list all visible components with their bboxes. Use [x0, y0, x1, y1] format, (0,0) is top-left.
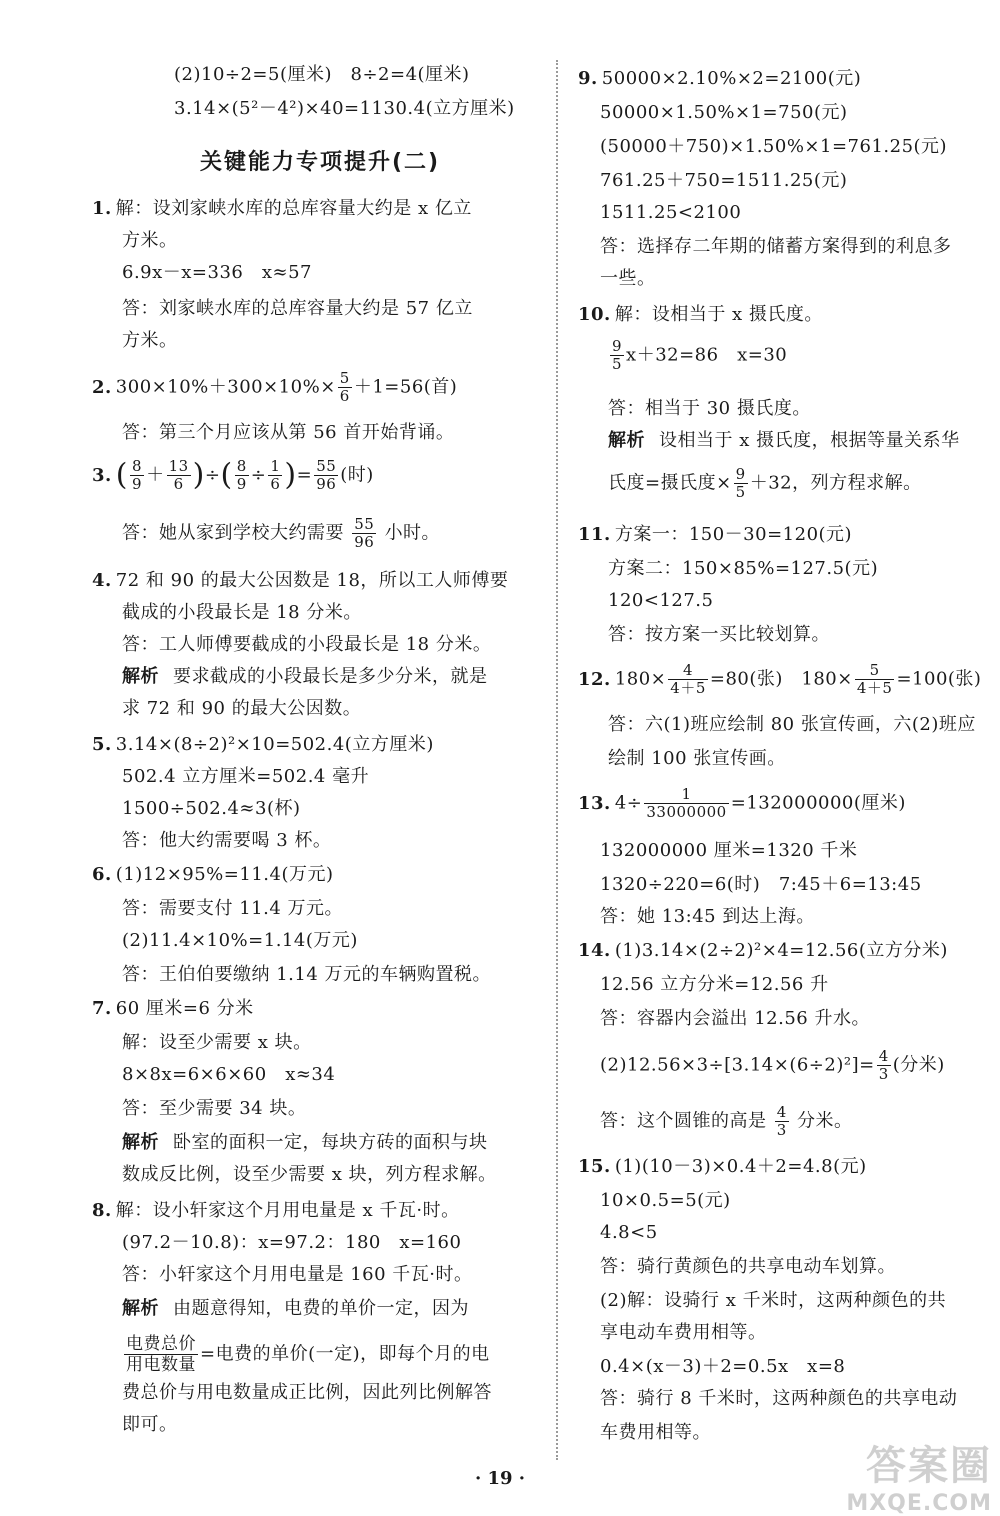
equation-text: x＋32=86 x=30: [626, 344, 788, 366]
question-number: 10.: [578, 304, 611, 325]
analysis-line: [608, 466, 922, 501]
answer-line: 享电动车费用相等。: [600, 1322, 767, 1343]
equation-line: 1500÷502.4≈3(杯): [122, 798, 301, 819]
fraction: [877, 1048, 891, 1083]
denominator: 3: [878, 1065, 889, 1083]
equation-line: 方案一：150－30=120(元): [614, 524, 853, 545]
page-number: · 19 ·: [474, 1468, 526, 1489]
answer-line: 答：工人师傅要截成的小段最长是 18 分米。: [122, 634, 492, 655]
analysis-line: 费总价与用电数量成正比例，因此列比例解答: [122, 1382, 492, 1403]
answer-line: 截成的小段最长是 18 分米。: [122, 602, 362, 623]
answer-text: 小时。: [384, 522, 441, 544]
answer-line: 答：容器内会溢出 12.56 升水。: [600, 1008, 870, 1029]
denominator: 5: [612, 355, 623, 373]
denominator: 6: [270, 475, 281, 493]
equation-line: 60 厘米=6 分米: [115, 998, 254, 1019]
question-14: [578, 938, 948, 964]
fraction: [235, 458, 249, 493]
answer-line: 解：设相当于 x 摄氏度。: [614, 304, 823, 325]
fraction: [124, 1334, 198, 1375]
equation-line: (1)(10－3)×0.4＋2=4.8(元): [614, 1156, 867, 1177]
analysis-label: 解析: [608, 430, 645, 451]
question-number: 9.: [578, 68, 598, 89]
equation-line: 10×0.5=5(元): [600, 1190, 731, 1211]
equation-part: ＋1=56(首): [353, 376, 458, 398]
equation-line: 50000×1.50%×1=750(元): [600, 102, 848, 123]
answer-line: 答：小轩家这个月用电量是 160 千瓦·时。: [122, 1264, 473, 1285]
answer-line: 3.14×(5²－4²)×40=1130.4(立方厘米): [174, 98, 515, 119]
question-number: 11.: [578, 524, 611, 545]
right-paren: ): [192, 457, 205, 493]
answer-line: 一些。: [600, 268, 656, 289]
numerator: 9: [612, 337, 623, 355]
equation-part: 180×: [614, 668, 667, 690]
answer-text: 答：这个圆锥的高是: [600, 1110, 767, 1132]
numerator: 8: [236, 457, 247, 475]
analysis-text: 氏度=摄氏度×: [608, 472, 732, 494]
equation-part: 4÷: [614, 792, 643, 814]
answer-line: 解：设至少需要 x 块。: [122, 1032, 312, 1053]
analysis-line: [122, 664, 488, 690]
analysis-line: [122, 1296, 469, 1322]
section-title: 关键能力专项提升(二): [200, 150, 441, 175]
question-number: 1.: [92, 198, 112, 219]
fraction: [775, 1104, 789, 1139]
analysis-line: [122, 1130, 488, 1156]
equation-line: 132000000 厘米=1320 千米: [600, 840, 858, 861]
analysis-label: 解析: [122, 1298, 159, 1319]
denominator: 9: [236, 475, 247, 493]
question-number: 13.: [578, 792, 611, 814]
equation-line: 1511.25<2100: [600, 202, 742, 223]
operator: ÷: [250, 464, 267, 486]
analysis-label: 解析: [122, 1132, 159, 1153]
question-number: 8.: [92, 1200, 112, 1221]
question-number: 14.: [578, 940, 611, 961]
fraction: [130, 458, 144, 493]
operator: ＋: [146, 464, 165, 486]
question-9: [578, 66, 861, 92]
answer-line: 答：选择存二年期的储蓄方案得到的利息多: [600, 236, 952, 257]
analysis-text: 要求截成的小段最长是多少分米，就是: [173, 666, 488, 687]
equation-line: 50000×2.10%×2=2100(元): [601, 68, 862, 89]
answer-line: 答：骑行 8 千米时，这两种颜色的共享电动: [600, 1388, 958, 1409]
fraction: [352, 516, 376, 551]
denominator: 4＋5: [670, 679, 706, 697]
equation-part: =132000000(厘米): [730, 792, 906, 814]
operator: =: [296, 464, 313, 486]
equation-line: [608, 338, 787, 373]
equation-line: (50000＋750)×1.50%×1=761.25(元): [600, 136, 948, 157]
answer-line: (2)解：设骑行 x 千米时，这两种颜色的共: [600, 1290, 947, 1311]
question-number: 7.: [92, 998, 112, 1019]
column-divider: [556, 60, 558, 1460]
fraction: [855, 662, 895, 697]
denominator: 96: [354, 533, 375, 551]
question-number: 15.: [578, 1156, 611, 1177]
answer-line: 答：王伯伯要缴纳 1.14 万元的车辆购置税。: [122, 964, 492, 985]
answer-line: 答：按方案一买比较划算。: [608, 624, 830, 645]
numerator: 电费总价: [126, 1334, 196, 1354]
question-5: [92, 732, 434, 758]
answer-line: 答：刘家峡水库的总库容量大约是 57 亿立: [122, 298, 473, 319]
denominator: 6: [173, 475, 184, 493]
denominator: 33000000: [646, 803, 727, 821]
fraction: [167, 458, 191, 493]
right-paren: ): [284, 457, 297, 493]
question-number: 2.: [92, 376, 112, 398]
equation-line: (1)3.14×(2÷2)²×4=12.56(立方分米): [614, 940, 948, 961]
left-paren: (: [115, 457, 129, 493]
analysis-line: [122, 1334, 490, 1375]
question-6: [92, 862, 334, 888]
question-3: [92, 458, 374, 493]
analysis-label: 解析: [122, 666, 159, 687]
answer-line: 答：她 13:45 到达上海。: [600, 906, 815, 927]
equation-line: (1)12×95%=11.4(万元): [115, 864, 334, 885]
unit: (时): [340, 464, 374, 486]
answer-line: 车费用相等。: [600, 1422, 711, 1443]
equation-line: [600, 1048, 945, 1083]
analysis-line: 即可。: [122, 1414, 178, 1435]
answer-line: 答：骑行黄颜色的共享电动车划算。: [600, 1256, 896, 1277]
right-column: [578, 0, 1000, 1460]
numerator: 13: [168, 457, 189, 475]
question-number: 12.: [578, 668, 611, 690]
analysis-line: 数成反比例，设至少需要 x 块，列方程求解。: [122, 1164, 497, 1185]
answer-line: [600, 1104, 853, 1139]
watermark-text: 答案圈: [866, 1443, 992, 1489]
equation-line: 502.4 立方厘米=502.4 毫升: [122, 766, 370, 787]
equation-line: 120<127.5: [608, 590, 714, 611]
question-11: [578, 522, 852, 548]
equation-line: (97.2－10.8)：x=97.2：180 x=160: [122, 1232, 462, 1253]
question-13: [578, 786, 906, 821]
equation-part: (分米): [892, 1054, 945, 1076]
equation-line: 4.8<5: [600, 1222, 658, 1243]
numerator: 8: [132, 457, 143, 475]
operator: ÷: [204, 464, 221, 486]
question-2: [92, 370, 457, 405]
left-paren: (: [220, 457, 233, 493]
denominator: 6: [339, 387, 350, 405]
answer-line: 答：第三个月应该从第 56 首开始背诵。: [122, 422, 455, 443]
denominator: 5: [735, 483, 746, 501]
watermark-url: MXQE.COM: [846, 1491, 992, 1516]
equation-line: (2)11.4×10%=1.14(万元): [122, 930, 358, 951]
answer-line: 答：至少需要 34 块。: [122, 1098, 307, 1119]
numerator: 4: [878, 1047, 889, 1065]
numerator: 55: [316, 457, 337, 475]
answer-line: 答：需要支付 11.4 万元。: [122, 898, 344, 919]
numerator: 5: [339, 369, 350, 387]
equation-line: 761.25＋750=1511.25(元): [600, 170, 848, 191]
numerator: 1: [644, 786, 728, 804]
answer-line: 答：相当于 30 摄氏度。: [608, 398, 811, 419]
question-8: [92, 1198, 460, 1224]
numerator: 55: [354, 515, 375, 533]
answer-text: 答：她从家到学校大约需要: [122, 522, 344, 544]
analysis-text: 由题意得知，电费的单价一定，因为: [173, 1298, 469, 1319]
equation-line: 1320÷220=6(时) 7:45＋6=13:45: [600, 874, 922, 895]
question-number: 4.: [92, 570, 112, 591]
equation-line: 3.14×(8÷2)²×10=502.4(立方厘米): [115, 734, 434, 755]
question-4: [92, 568, 508, 594]
fraction: [268, 458, 282, 493]
question-12: [578, 662, 981, 697]
question-number: 6.: [92, 864, 112, 885]
numerator: 1: [270, 457, 281, 475]
answer-line: 答：他大约需要喝 3 杯。: [122, 830, 332, 851]
equation-part: =80(张) 180×: [709, 668, 853, 690]
fraction: [314, 458, 338, 493]
analysis-text: ＋32，列方程求解。: [749, 472, 922, 494]
answer-line: 答：六(1)班应绘制 80 张宣传画，六(2)班应: [608, 714, 976, 735]
denominator: 用电数量: [126, 1355, 196, 1375]
watermark-logo: [842, 1434, 992, 1516]
numerator: 9: [735, 465, 746, 483]
analysis-line: 求 72 和 90 的最大公因数。: [122, 698, 362, 719]
question-10: [578, 302, 823, 328]
question-1: [92, 196, 472, 222]
answer-line: [122, 516, 440, 551]
equation-line: 8×8x=6×6×60 x≈34: [122, 1064, 336, 1085]
answer-line: 方米。: [122, 330, 178, 351]
answer-text: 分米。: [797, 1110, 853, 1132]
analysis-line: [608, 428, 960, 454]
question-15: [578, 1154, 867, 1180]
denominator: 9: [132, 475, 143, 493]
question-7: [92, 996, 254, 1022]
analysis-text: 卧室的面积一定，每块方砖的面积与块: [173, 1132, 488, 1153]
fraction: [644, 786, 728, 821]
fraction: [734, 466, 748, 501]
numerator: 4: [776, 1103, 787, 1121]
denominator: 96: [316, 475, 337, 493]
denominator: 3: [776, 1121, 787, 1139]
answer-line: 方米。: [122, 230, 178, 251]
equation-part: 300×10%＋300×10%×: [115, 376, 336, 398]
fraction: [338, 370, 352, 405]
equation-line: 12.56 立方分米=12.56 升: [600, 974, 829, 995]
equation-line: 0.4×(x－3)＋2=0.5x x=8: [600, 1356, 846, 1377]
answer-line: 绘制 100 张宣传画。: [608, 748, 786, 769]
answer-line: 72 和 90 的最大公因数是 18，所以工人师傅要: [115, 570, 509, 591]
analysis-text: =电费的单价(一定)，即每个月的电: [200, 1343, 490, 1365]
equation-part: (2)12.56×3÷[3.14×(6÷2)²]=: [600, 1054, 875, 1076]
question-number: 5.: [92, 734, 112, 755]
question-number: 3.: [92, 464, 112, 486]
fraction: [668, 662, 708, 697]
denominator: 4＋5: [856, 679, 893, 697]
numerator: 4: [668, 662, 708, 680]
answer-line: 解：设小轩家这个月用电量是 x 千瓦·时。: [115, 1200, 460, 1221]
answer-line: 解：设刘家峡水库的总库容量大约是 x 亿立: [115, 198, 472, 219]
fraction: [610, 338, 624, 373]
answer-line: (2)10÷2=5(厘米) 8÷2=4(厘米): [174, 64, 470, 85]
analysis-text: 设相当于 x 摄氏度，根据等量关系华: [659, 430, 960, 451]
equation-part: =100(张): [896, 668, 982, 690]
numerator: 5: [855, 662, 895, 680]
equation-line: 方案二：150×85%=127.5(元): [608, 558, 879, 579]
equation-line: 6.9x－x=336 x≈57: [122, 262, 313, 283]
